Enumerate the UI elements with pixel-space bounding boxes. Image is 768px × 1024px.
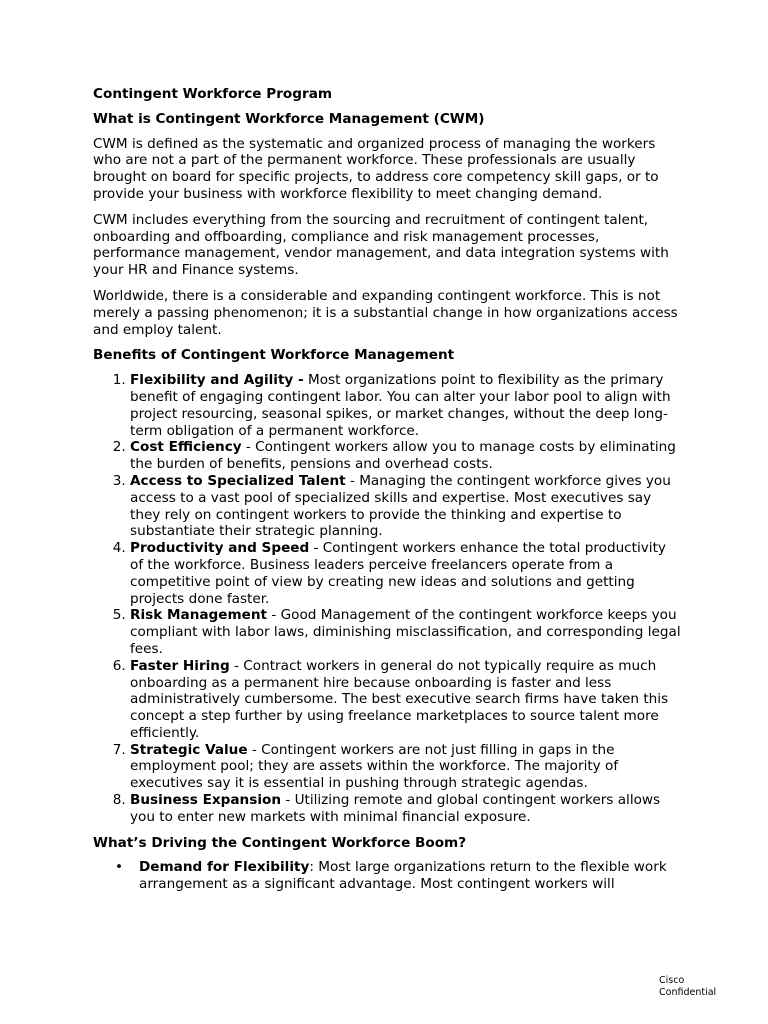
footer-confidential-label	[659, 975, 729, 999]
benefit-term: Business Expansion	[130, 792, 282, 809]
heading-driving-boom: What’s Driving the Contingent Workforce Boom?	[93, 834, 467, 851]
list-item	[130, 540, 683, 607]
footer-line-classification: Confidential	[659, 987, 717, 998]
footer-line-company: Cisco	[659, 975, 685, 986]
list-item	[130, 607, 683, 657]
paragraph-cwm-includes: CWM includes everything from the sourcing and recruitment of contingent talent, onboarding and offboarding, compliance and risk management processes, performance management, vendor management, and data integration systems with your HR and Finance systems.	[93, 211, 669, 279]
heading-benefits: Benefits of Contingent Workforce Management	[93, 347, 455, 364]
benefit-desc: - Contract workers in general do not typically require as much onboarding as a permanent hire because onboarding is faster and less administratively cumbersome. The best executive search firms have taken this concept a step further by using freelance marketplaces to source talent more efficiently.	[130, 657, 669, 741]
benefit-term: Productivity and Speed	[130, 540, 310, 557]
document-page	[93, 86, 683, 893]
drivers-list	[93, 859, 683, 893]
benefit-term: Risk Management	[130, 607, 268, 624]
list-item	[130, 792, 683, 826]
benefit-desc: - Good Management of the contingent workforce keeps you compliant with labor laws, diminishing misclassification, and corresponding legal fees.	[130, 607, 681, 657]
benefit-desc: - Contingent workers are not just filling in gaps in the employment pool; they are assets within the workforce. The majority of executives say it is essential in pushing through strategic agendas.	[130, 741, 619, 792]
heading-what-is-cwm: What is Contingent Workforce Management (CWM)	[93, 110, 485, 127]
benefit-desc: - Managing the contingent workforce gives you access to a vast pool of specialized skills and expertise. Most executives say they rely on contingent workers to provide the thinking and expertise to substantiate their strategic planning.	[130, 472, 671, 540]
driver-term: Demand for Flexibility	[139, 859, 310, 876]
benefit-term: Cost Efficiency	[130, 439, 242, 456]
paragraph-worldwide: Worldwide, there is a considerable and expanding contingent workforce. This is not merely a passing phenomenon; it is a substantial change in how organizations access and employ talent.	[93, 287, 678, 338]
document-title: Contingent Workforce Program	[93, 86, 333, 102]
benefit-term: Strategic Value	[130, 741, 248, 758]
benefit-term: Faster Hiring	[130, 657, 230, 674]
list-item	[130, 473, 683, 540]
benefits-list	[93, 372, 683, 826]
benefit-term: Flexibility and Agility -	[130, 372, 304, 389]
list-item	[130, 439, 683, 473]
benefit-term: Access to Specialized Talent	[130, 472, 346, 489]
benefit-desc: - Utilizing remote and global contingent workers allows you to enter new markets with minimal financial exposure.	[130, 792, 661, 825]
benefit-desc: - Contingent workers allow you to manage costs by eliminating the burden of benefits, pensions and overhead costs.	[130, 439, 676, 473]
driver-desc: : Most large organizations return to the flexible work arrangement as a significant advantage. Most contingent workers will	[139, 859, 667, 893]
list-item	[130, 658, 683, 742]
list-item	[139, 859, 683, 893]
paragraph-cwm-definition: CWM is defined as the systematic and organized process of managing the workers who are not a part of the permanent workforce. These professionals are usually brought on board for specific projects, to address core competency skill gaps, or to provide your business with workforce flexibility to meet changing demand.	[93, 135, 659, 202]
list-item	[130, 742, 683, 792]
benefit-desc: Most organizations point to flexibility as the primary benefit of engaging contingent labor. You can alter your labor pool to align with project resourcing, seasonal spikes, or market changes, without the deep long-term obligation of a permanent workforce.	[130, 372, 671, 439]
list-item	[130, 372, 683, 439]
benefit-desc: - Contingent workers enhance the total productivity of the workforce. Business leaders perceive freelancers operate from a competitive point of view by creating new ideas and solutions and getting projects done faster.	[130, 540, 666, 607]
